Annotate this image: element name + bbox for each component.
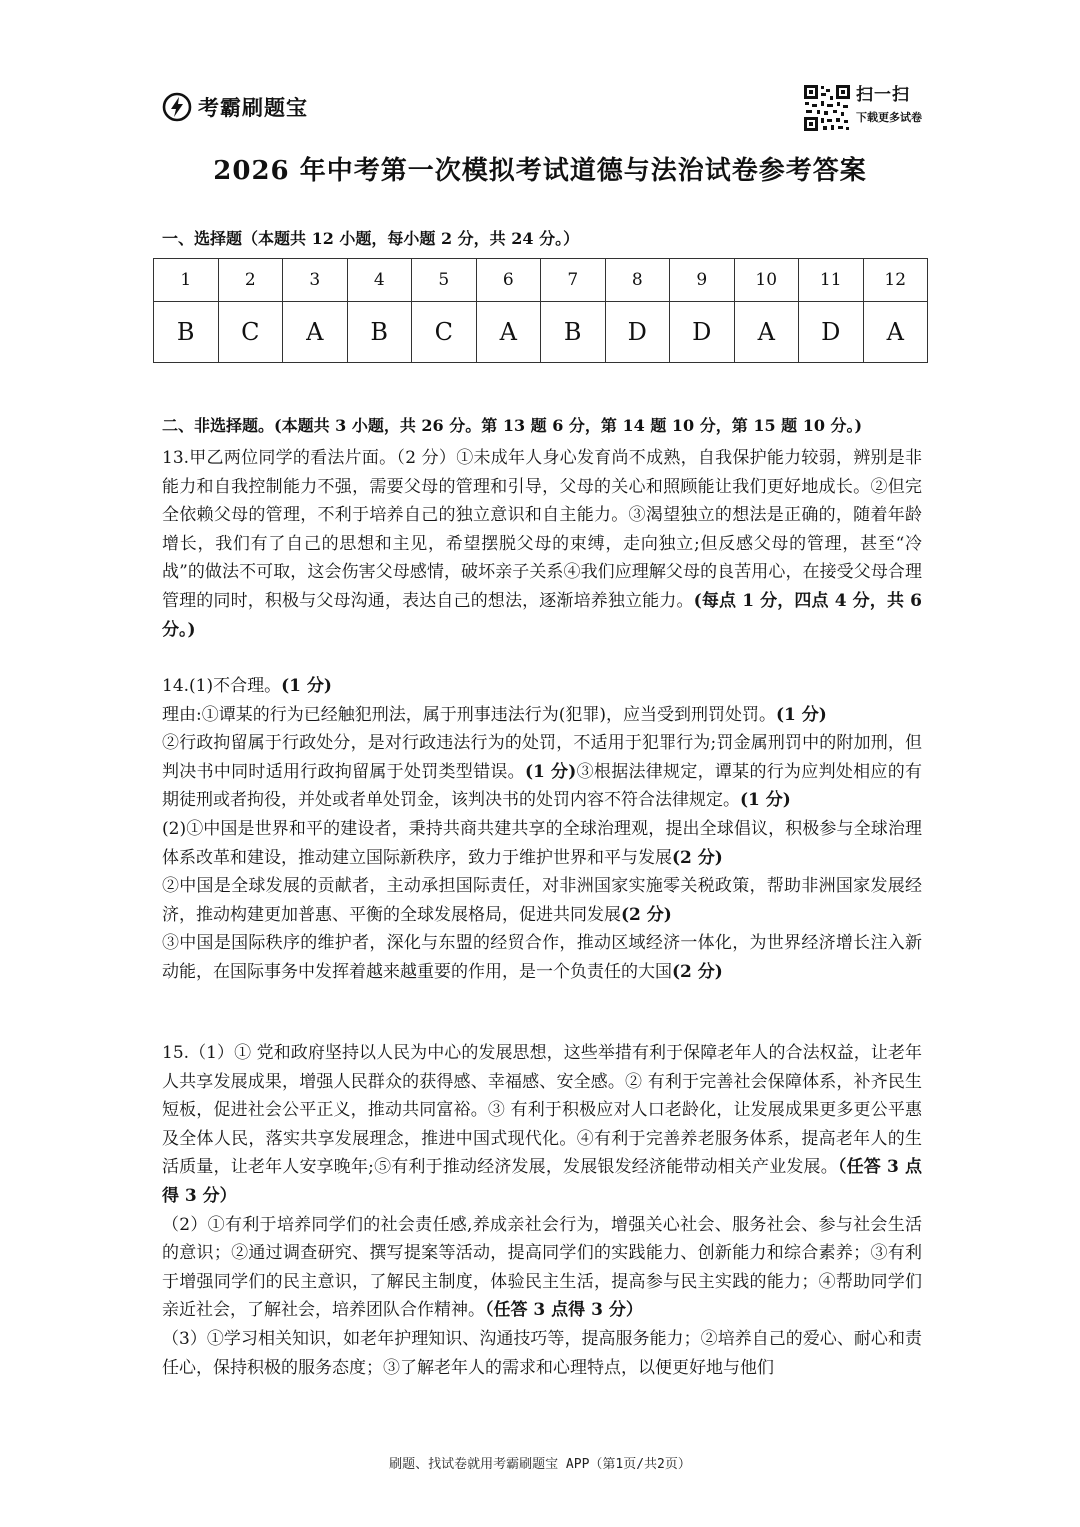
q14-part2-point3-text: ③中国是国际秩序的维护者，深化与东盟的经贸合作，推动区域经济一体化，为世界经济增长注入新动能，在国际事务中发挥着越来越重要的作用，是一个负责任的大国 [162, 933, 922, 982]
answer-cell: A [863, 302, 928, 363]
answer-cell: A [283, 302, 348, 363]
q15-part3-text: （3）①学习相关知识，如老年护理知识、沟通技巧等，提高服务能力；②培养自己的爱心、耐心和责任心，保持积极的服务态度；③了解老年人的需求和心理特点，以便更好地与他们 [162, 1328, 922, 1378]
question-15-answer [162, 1039, 922, 1382]
question-13-answer [162, 444, 922, 644]
question-number-cell: 1 [154, 259, 219, 302]
page-title: 2026 年中考第一次模拟考试道德与法治试卷参考答案 [213, 156, 867, 186]
answer-cell: D [605, 302, 670, 363]
answer-cell: B [541, 302, 606, 363]
answer-cell: C [218, 302, 283, 363]
q14-part1-score: (1 分) [281, 676, 332, 696]
answer-cell: A [476, 302, 541, 363]
q14-reason3-score: (1 分) [740, 790, 791, 811]
q14-part2-point2-score: (2 分) [621, 904, 672, 925]
answer-cell: B [154, 302, 219, 363]
answer-cell: D [799, 302, 864, 363]
q14-reason2-text: ②行政拘留属于行政处分，是对行政违法行为的处罚，不适用于犯罪行为;罚金属刑罚中的附加刑，但判决书中同时适用行政拘留属于处罚类型错误。 [162, 733, 922, 782]
q15-part2-score: （任答 3 点得 3 分） [485, 1300, 643, 1321]
answer-row [154, 302, 928, 363]
q15-part1-score: （任答 3 点得 3 分） [162, 1157, 922, 1206]
question-number-cell: 8 [605, 259, 670, 302]
q14-reason3-text: ③根据法律规定，谭某的行为应判处相应的有期徒刑或者拘役，并处或者单处罚金，该判决书的处罚内容不符合法律规定。 [162, 761, 922, 811]
question-number-cell: 7 [541, 259, 606, 302]
answer-cell: B [347, 302, 412, 363]
page-header [162, 84, 922, 134]
q14-part2-point3-score: (2 分) [672, 961, 723, 982]
qr-code-icon [803, 84, 851, 132]
q15-part1-text: 15.（1）① 党和政府坚持以人民为中心的发展思想，这些举措有利于保障老年人的合法权益，让老年人共享发展成果，增强人民群众的获得感、幸福感、安全感。② 有利于完善社会保障体系，补齐民生短板，促进社会公平正义，推动共同富裕。③ 有利于积极应对人口老龄化，让发展成果更多更公平惠及全体人民，落实共享发展理念，推进中国式现代化。④有利于完善养老服务体系，提高老年人的生活质量，让老年人安享晚年;⑤有利于推动经济发展，发展银发经济能带动相关产业发展。 [162, 1043, 922, 1178]
question-number-cell: 6 [476, 259, 541, 302]
lightning-icon [162, 92, 192, 122]
question-number-cell: 4 [347, 259, 412, 302]
brand-name: 考霸刷题宝 [198, 96, 308, 120]
qr-download[interactable] [803, 84, 922, 132]
brand-logo [162, 92, 308, 122]
q14-reason1-score: (1 分) [776, 704, 827, 725]
section-2-heading: 二、非选择题。(本题共 3 小题，共 26 分。第 13 题 6 分，第 14 题 10 分，第 15 题 10 分。) [162, 416, 863, 435]
scan-title: 扫一扫 [856, 85, 910, 105]
question-number-cell: 5 [412, 259, 477, 302]
section-1-heading: 一、选择题（本题共 12 小题，每小题 2 分，共 24 分。） [162, 229, 580, 248]
question-number-cell: 12 [863, 259, 928, 302]
question-number-cell: 10 [734, 259, 799, 302]
answer-cell: C [412, 302, 477, 363]
q14-part1-text: 14.(1)不合理。 [162, 676, 282, 696]
q14-part2-point1-text: (2)①中国是世界和平的建设者，秉持共商共建共享的全球治理观，提出全球倡议，积极参与全球治理体系改革和建设，推动建立国际新秩序，致力于维护世界和平与发展 [162, 818, 922, 868]
q14-reason2-score: (1 分) [524, 761, 577, 782]
answer-table [153, 258, 928, 363]
q15-part2-text: （2）①有利于培养同学们的社会责任感,养成亲社会行为，增强关心社会、服务社会、参与社会生活的意识；②通过调查研究、撰写提案等活动，提高同学们的实践能力、创新能力和综合素养；③有利于增强同学们的民主意识，了解民主制度，体验民主生活，提高参与民主实践的能力；④帮助同学们亲近社会，了解社会，培养团队合作精神。 [162, 1214, 922, 1321]
q14-reason1-text: 理由:①谭某的行为已经触犯刑法，属于刑事违法行为(犯罪)，应当受到刑罚处罚。 [162, 704, 776, 725]
question-number-cell: 11 [799, 259, 864, 302]
q13-score: (每点 1 分，四点 4 分，共 6 分。) [162, 590, 923, 640]
scan-subtitle: 下载更多试卷 [856, 111, 922, 124]
question-number-cell: 2 [218, 259, 283, 302]
question-number-cell: 3 [283, 259, 348, 302]
q14-part2-point1-score: (2 分) [672, 847, 723, 868]
q14-part2-point2-text: ②中国是全球发展的贡献者，主动承担国际责任，对非洲国家实施零关税政策，帮助非洲国家发展经济，推动构建更加普惠、平衡的全球发展格局，促进共同发展 [162, 876, 922, 925]
question-14-answer [162, 672, 922, 987]
question-number-cell: 9 [670, 259, 735, 302]
question-number-row [154, 259, 928, 302]
answer-cell: A [734, 302, 799, 363]
answer-cell: D [670, 302, 735, 363]
page-footer: 刷题、找试卷就用考霸刷题宝 APP（第1页/共2页） [389, 1457, 691, 1472]
q13-text: 13.甲乙两位同学的看法片面。（2 分）①未成年人身心发育尚不成熟，自我保护能力较弱，辨别是非能力和自我控制能力不强，需要父母的管理和引导，父母的关心和照顾能让我们更好地成长。②但完全依赖父母的管理，不利于培养自己的独立意识和自主能力。③渴望独立的想法是正确的，随着年龄增长，我们有了自己的思想和主见，希望摆脱父母的束缚，走向独立;但反感父母的管理，甚至“冷战”的做法不可取，这会伤害父母感情，破坏亲子关系④我们应理解父母的良苦用心，在接受父母合理管理的同时，积极与父母沟通，表达自己的想法，逐渐培养独立能力。 [162, 448, 922, 611]
